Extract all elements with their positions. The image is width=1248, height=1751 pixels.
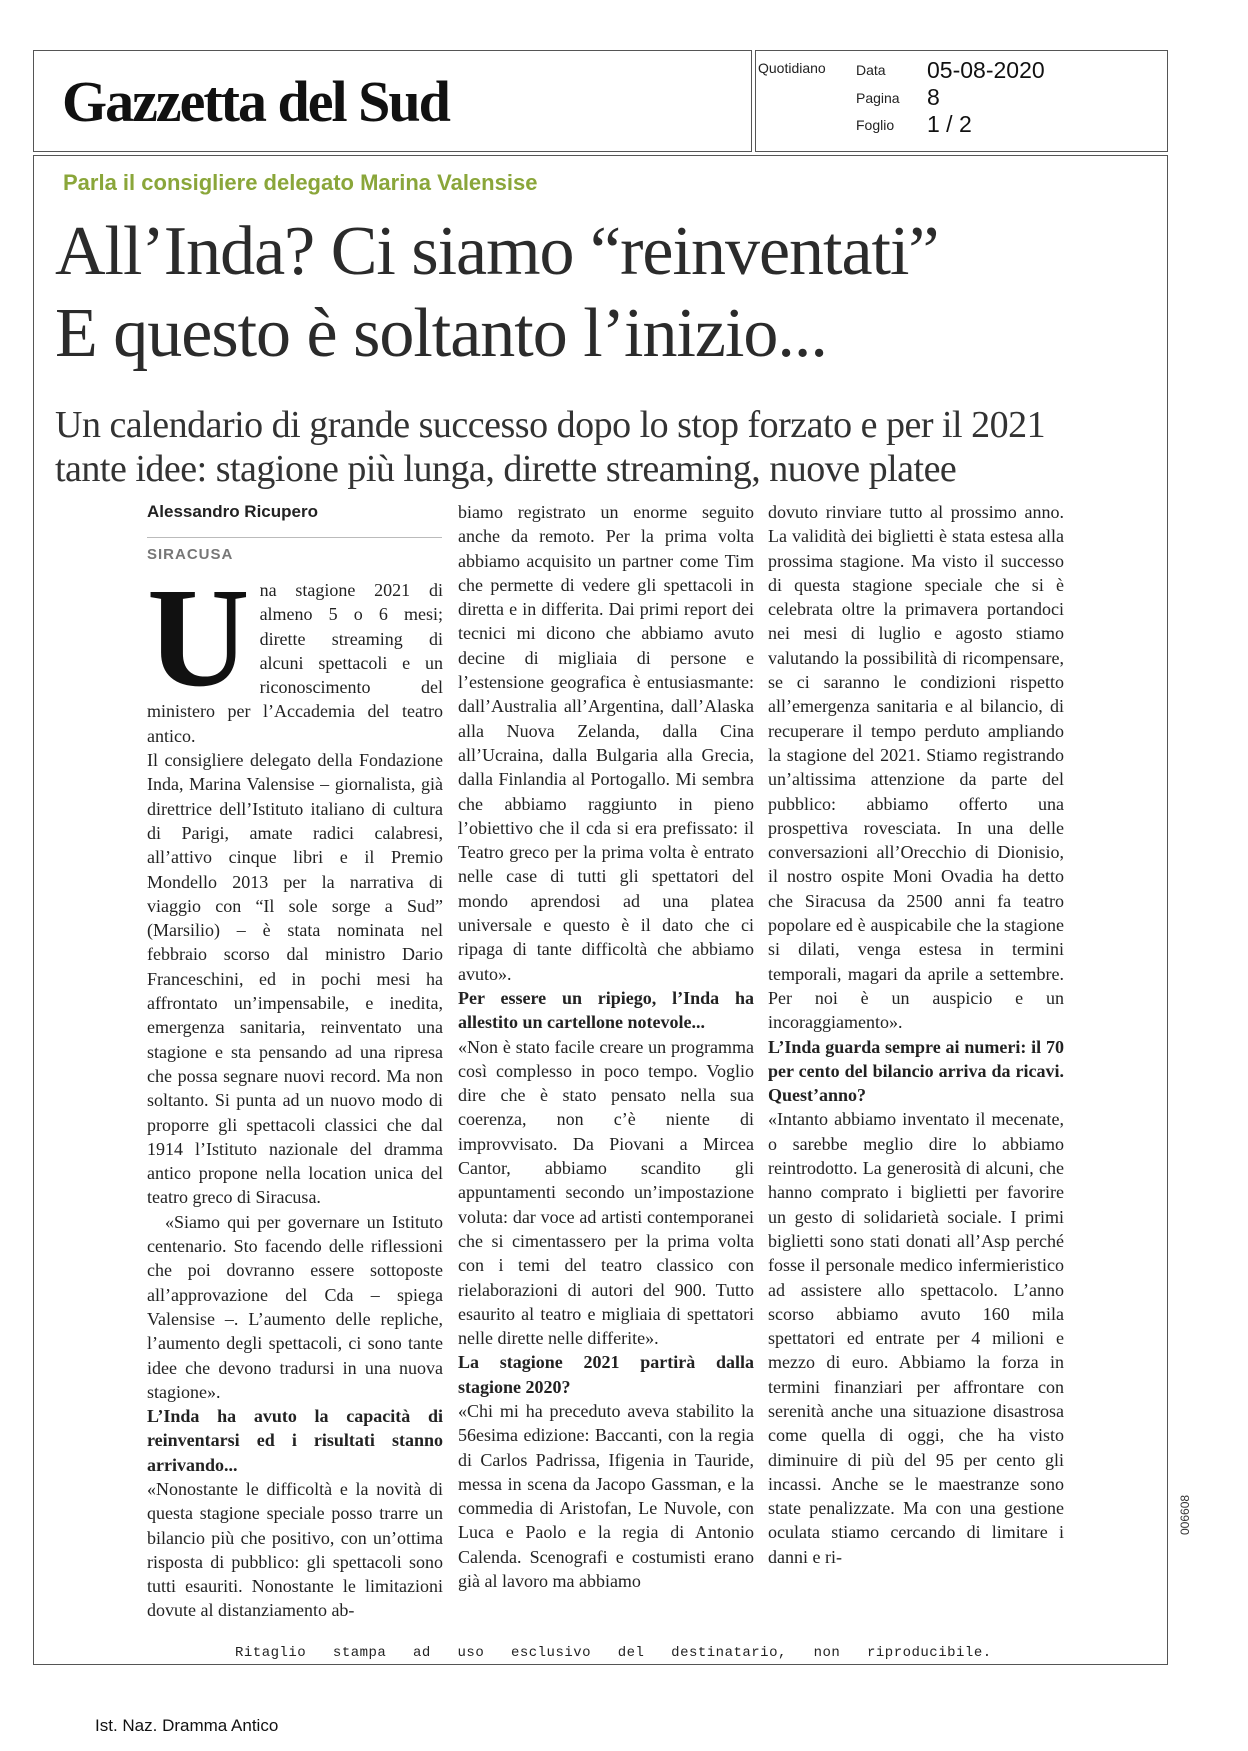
subhead-line-1: Un calendario di grande successo dopo lo stop forzato e per il 2021 xyxy=(55,404,1046,446)
headline-line-1: All’Inda? Ci siamo “reinventati” xyxy=(55,213,939,290)
column-2-paragraph-3: «Chi mi ha preceduto aveva stabilito la 56esima edizione: Baccanti, con la regia di Carlos Padrissa, Ifigenia in Tauride, messa in scena da Jacopo Gassman, e la commedia di Aristofan, Le Nuvole, con Luca e Paolo e la regia di Antonio Calenda. Scenografi e costumisti erano già al lavoro ma abbiamo xyxy=(458,1400,754,1592)
kicker: Parla il consigliere delegato Marina Valensise xyxy=(63,170,538,195)
page-value: 8 xyxy=(927,84,940,110)
type-label: Quotidiano xyxy=(758,60,826,76)
column-2-question-1: Per essere un ripiego, l’Inda ha allestito un cartellone notevole... xyxy=(458,987,754,1033)
column-2-question-2: La stagione 2021 partirà dalla stagione 2020? xyxy=(458,1352,754,1397)
headline-line-2: E questo è soltanto l’inizio... xyxy=(55,295,827,372)
column-2-paragraph-1: biamo registrato un enorme seguito anche da remoto. Per la prima volta abbiamo acquisito un partner come Tim che permette di vedere gli spettacoli in diretta e in differita. Dai primi report dei tecnici mi dicono che abbiamo avuto decine di migliaia di persone e l’estensione geografica è entusiasmante: dall’Australia all’Argentina, dall’Alaska alla Nuova Zelanda, dalla Cina all’Ucraina, dalla Bulgaria alla Grecia, dalla Finlandia al Portogallo. Mi sembra che abbiamo raggiunto in pieno l’obiettivo che il cda si era prefissato: il Teatro greco per la prima volta è entrato nelle case di tutti gli spettatori del mondo aprendosi ad una platea universale e questo è il dato che ci ripaga di tante difficoltà che abbiamo avuto». xyxy=(458,502,754,984)
byline: Alessandro Ricupero xyxy=(147,502,318,521)
article-column-1 xyxy=(147,578,443,1646)
column-1-paragraph-1: Il consigliere delegato della Fondazione Inda, Marina Valensise – giornalista, già direttrice dell’Istituto italiano di cultura di Parigi, amate radici calabresi, all’attivo cinque libri e il Premio Mondello 2013 per la narrativa di viaggio con “Il sole sorge a Sud” (Marsilio) – è stata nominata nel febbraio scorso dal ministro Dario Franceschini, ed in pochi mesi ha affrontato un’impensabile, e inedita, emergenza sanitaria, reinventato una stagione e sta pensando ad una ripresa che possa segnare nuovi record. Ma non soltanto. Si punta ad un nuovo modo di proporre gli spettacoli classici che dal 1914 l’Istituto nazionale del dramma antico propone nella location unica del teatro greco di Siracusa. xyxy=(147,750,443,1208)
reproduction-notice: Ritaglio stampa ad uso esclusivo del destinatario, non riproducibile. xyxy=(235,1645,992,1661)
article-column-2 xyxy=(458,500,754,1646)
dateline: SIRACUSA xyxy=(147,546,234,563)
lead-paragraph: na stagione 2021 di almeno 5 o 6 mesi; dirette streaming di alcuni spettacoli e un riconoscimento del ministero per l’Accademia del teatro antico. xyxy=(147,580,443,746)
side-code: 006608 xyxy=(1178,1494,1192,1535)
column-1-question-1: L’Inda ha avuto la capacità di reinventarsi ed i risultati stanno arrivando... xyxy=(147,1406,443,1475)
drop-cap: U xyxy=(147,578,250,716)
subhead-line-2: tante idee: stagione più lunga, dirette streaming, nuove platee xyxy=(55,448,957,490)
column-2-paragraph-2: «Non è stato facile creare un programma così complesso in poco tempo. Voglio dire che è stato pensato nella sua coerenza, non c’è niente di improvvisato. Da Piovani a Mircea Cantor, abbiamo scandito gli appuntamenti secondo un’impostazione voluta: dar voce ad artisti contemporanei che si cimentassero per la prima volta con i temi del teatro classico con rielaborazioni di autori del 900. Tutto esaurito al teatro e migliaia di spettatori nelle dirette nelle differite». xyxy=(458,1036,754,1349)
column-1-paragraph-3: «Nonostante le difficoltà e la novità di questa stagione speciale posso trarre un bilancio più che positivo, con un’ottima risposta di pubblico: gli spettacoli sono tutti esauriti. Nonostante le limitazioni dovute al distanziamento ab- xyxy=(147,1478,443,1621)
date-value: 05-08-2020 xyxy=(927,57,1045,83)
column-3-paragraph-1: dovuto rinviare tutto al prossimo anno. La validità dei biglietti è stata estesa alla prossima stagione. Ma visto il successo di questa stagione speciale che si è celebrata oltre la primavera portandoci nei mesi di luglio e agosto stiamo valutando la possibilità di ricompensare, se ci saranno le condizioni rispetto all’emergenza sanitaria e al bilancio, di recuperare il tempo perduto ampliando la stagione del 2021. Stiamo registrando un’altissima attenzione da parte del pubblico: abbiamo offerto una prospettiva rovesciata. In una delle conversazioni all’Orecchio di Dionisio, il nostro ospite Moni Ovadia ha detto che Siracusa da 2500 anni fa teatro popolare ed è auspicabile che la stagione si dilati, venga estesa in termini temporali, magari da aprile a settembre. Per noi è un auspicio e un incoraggiamento». xyxy=(768,502,1064,1033)
column-3-question-1: L’Inda guarda sempre ai numeri: il 70 per cento del bilancio arriva da ricavi. Quest’anno? xyxy=(768,1036,1064,1106)
date-label: Data xyxy=(856,62,886,78)
page-label: Pagina xyxy=(856,90,900,106)
column-1-paragraph-2: «Siamo qui per governare un Istituto centenario. Sto facendo delle riflessioni che poi dovranno essere sottoposte all’approvazione del Cda – spiega Valensise –. L’aumento delle repliche, l’aumento degli spettacoli, ci sono tante idee che devono tradursi in una nuova stagione». xyxy=(147,1211,443,1402)
sheet-label: Foglio xyxy=(856,117,895,133)
masthead: Gazzetta del Sud xyxy=(62,69,449,134)
bottom-label: Ist. Naz. Dramma Antico xyxy=(95,1716,279,1735)
article-column-3 xyxy=(768,500,1064,1646)
sheet-value: 1 / 2 xyxy=(927,111,972,137)
column-3-paragraph-2: «Intanto abbiamo inventato il mecenate, o sarebbe meglio dire lo abbiamo reintrodotto. La generosità di alcuni, che hanno comprato i biglietti per favorire un gesto di solidarietà sociale. I primi biglietti sono stati donati all’Asp perché fosse il personale medico infermieristico ad assistere allo spettacolo. L’anno scorso abbiamo avuto 160 mila spettatori ed entrate per 4 milioni e mezzo di euro. Abbiamo la forza in termini finanziari per affrontare con serenità anche una situazione disastrosa come quella di oggi, che ha visto diminuire di più del 95 per cento gli incassi. Anche se le maestranze sono state penalizzate. Ma con una gestione oculata stiamo cercando di limitare i danni e ri- xyxy=(768,1109,1064,1567)
byline-rule xyxy=(147,537,442,538)
